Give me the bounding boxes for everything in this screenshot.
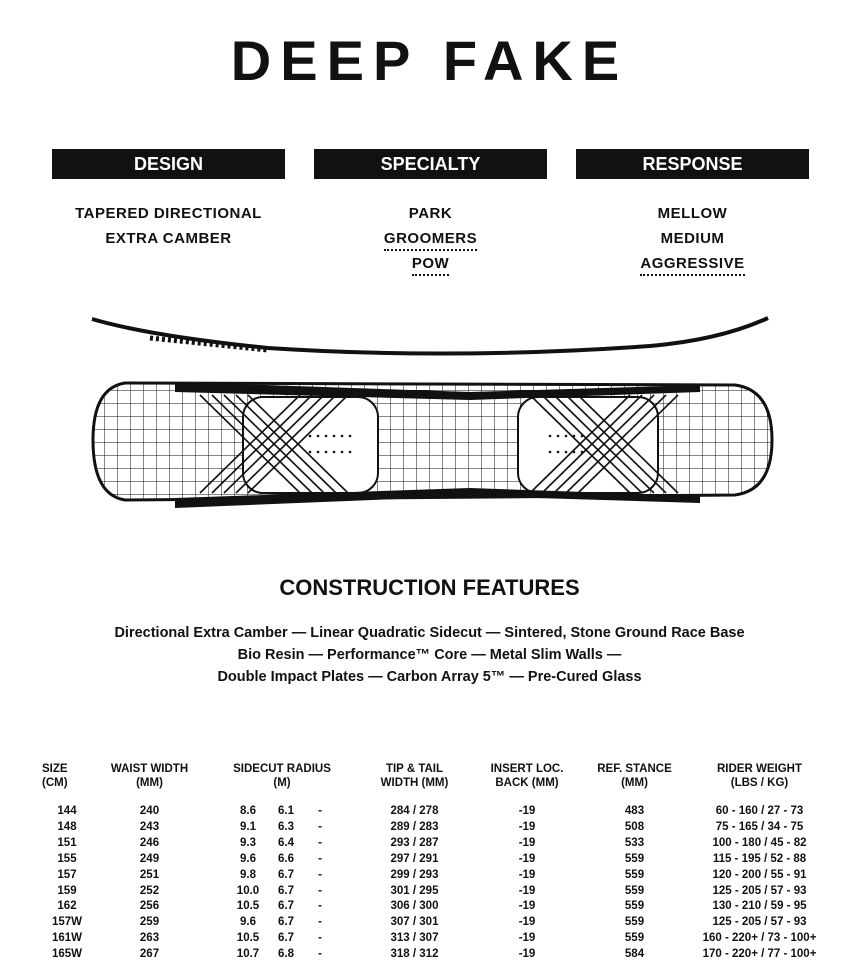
- specialty-item: [314, 254, 547, 279]
- sidecut-value: -: [318, 884, 322, 897]
- weight-cell: 100 - 180 / 45 - 82: [712, 836, 807, 849]
- specialty-item-label: POW: [412, 255, 449, 276]
- sidecut-value: 8.6: [240, 805, 256, 817]
- waist-cell: 263: [139, 932, 160, 945]
- stance-cell: 559: [624, 916, 645, 929]
- sidecut-value: 9.6: [240, 852, 256, 865]
- table-row: [42, 947, 832, 963]
- size-cell: 144: [57, 805, 77, 817]
- size-cell: 151: [57, 836, 77, 849]
- table-row: [42, 899, 832, 915]
- sidecut-value: 9.8: [240, 868, 256, 881]
- specialty-heading: SPECIALTY: [314, 149, 547, 179]
- specs-header-row: [42, 762, 832, 804]
- construction-line: Bio Resin — Performance™ Core — Metal Slim Walls —: [237, 647, 622, 663]
- size-cell: 157W: [51, 916, 83, 929]
- col-tip-tail: TIP & TAIL WIDTH (MM): [380, 763, 449, 789]
- response-item-label: AGGRESSIVE: [640, 255, 744, 276]
- sidecut-value: -: [318, 900, 322, 913]
- sidecut-cell: [207, 868, 357, 884]
- insert-cell: -19: [518, 884, 536, 897]
- table-row: [42, 852, 832, 868]
- sidecut-cell: [207, 884, 357, 900]
- size-cell: 165W: [51, 948, 83, 961]
- waist-cell: 246: [139, 836, 160, 849]
- sidecut-value: -: [318, 932, 322, 945]
- design-item-label: EXTRA CAMBER: [105, 230, 232, 247]
- stance-cell: 559: [624, 900, 645, 913]
- construction-line: Double Impact Plates — Carbon Array 5™ — Pre-Cured Glass: [217, 669, 642, 685]
- sidecut-value: 10.5: [236, 900, 260, 913]
- sidecut-value: -: [318, 948, 322, 961]
- sidecut-value: 6.8: [278, 948, 294, 961]
- sidecut-value: -: [318, 852, 322, 865]
- stance-cell: 483: [624, 805, 645, 817]
- specialty-item-label: GROOMERS: [384, 230, 477, 251]
- response-item-label: MEDIUM: [660, 230, 725, 247]
- tip-tail-cell: 284 / 278: [390, 805, 439, 817]
- tip-tail-cell: 297 / 291: [390, 852, 439, 865]
- response-item: [576, 229, 809, 254]
- sidecut-cell: [207, 804, 357, 820]
- sidecut-value: 6.7: [278, 900, 294, 913]
- weight-cell: 125 - 205 / 57 - 93: [712, 884, 807, 897]
- tip-tail-cell: 318 / 312: [390, 948, 439, 961]
- sidecut-value: 6.3: [278, 820, 294, 833]
- size-cell: 148: [57, 820, 77, 833]
- size-cell: 162: [57, 900, 77, 913]
- sidecut-value: -: [318, 868, 322, 881]
- stance-cell: 559: [624, 868, 645, 881]
- specs-table: [42, 762, 832, 963]
- tip-tail-cell: 289 / 283: [390, 820, 439, 833]
- sidecut-value: 6.6: [278, 852, 294, 865]
- response-item: [576, 204, 809, 229]
- sidecut-cell: [207, 947, 357, 963]
- table-row: [42, 884, 832, 900]
- sidecut-cell: [207, 915, 357, 931]
- tip-tail-cell: 313 / 307: [390, 932, 439, 945]
- sidecut-value: 10.7: [236, 948, 260, 961]
- insert-cell: -19: [518, 805, 536, 817]
- weight-cell: 130 - 210 / 59 - 95: [712, 900, 807, 913]
- size-cell: 159: [57, 884, 77, 897]
- board-illustration: [0, 300, 859, 540]
- design-heading: DESIGN: [52, 149, 285, 179]
- specialty-list: [314, 204, 547, 279]
- sidecut-value: 6.7: [278, 884, 294, 897]
- table-row: [42, 804, 832, 820]
- sidecut-value: -: [318, 805, 322, 817]
- specialty-item: [314, 229, 547, 254]
- board-top-view: [90, 380, 780, 508]
- waist-cell: 259: [139, 916, 160, 929]
- design-item-label: TAPERED DIRECTIONAL: [75, 205, 262, 222]
- size-cell: 155: [57, 852, 77, 865]
- insert-cell: -19: [518, 868, 536, 881]
- board-title: DEEP FAKE: [230, 29, 629, 92]
- stance-cell: 559: [624, 884, 645, 897]
- sidecut-value: 10.0: [236, 884, 260, 897]
- table-row: [42, 868, 832, 884]
- design-item: [52, 204, 285, 229]
- weight-cell: 115 - 195 / 52 - 88: [712, 852, 807, 865]
- sidecut-value: 9.6: [240, 916, 256, 929]
- sidecut-value: 6.7: [278, 916, 294, 929]
- weight-cell: 120 - 200 / 55 - 91: [712, 868, 807, 881]
- sidecut-value: 6.7: [278, 932, 294, 945]
- table-row: [42, 820, 832, 836]
- insert-cell: -19: [518, 916, 536, 929]
- col-sidecut: SIDECUT RADIUS (M): [233, 763, 331, 789]
- col-insert: INSERT LOC. BACK (MM): [490, 763, 564, 789]
- weight-cell: 125 - 205 / 57 - 93: [712, 916, 807, 929]
- sidecut-value: 9.3: [240, 836, 256, 849]
- construction-line: Directional Extra Camber — Linear Quadratic Sidecut — Sintered, Stone Ground Race Base: [114, 625, 745, 641]
- table-row: [42, 931, 832, 947]
- sidecut-cell: [207, 820, 357, 836]
- tip-tail-cell: 301 / 295: [390, 884, 439, 897]
- insert-cell: -19: [518, 836, 536, 849]
- insert-cell: -19: [518, 820, 536, 833]
- design-list: [52, 204, 285, 254]
- response-item-label: MELLOW: [657, 205, 728, 222]
- weight-cell: 170 - 220+ / 77 - 100+: [702, 948, 817, 961]
- waist-cell: 240: [139, 805, 160, 817]
- stance-cell: 559: [624, 852, 645, 865]
- insert-cell: -19: [518, 932, 536, 945]
- design-item: [52, 229, 285, 254]
- sidecut-cell: [207, 852, 357, 868]
- sidecut-cell: [207, 899, 357, 915]
- sidecut-cell: [207, 836, 357, 852]
- sidecut-value: 6.4: [278, 836, 294, 849]
- col-stance: REF. STANCE (MM): [597, 763, 672, 789]
- sidecut-value: -: [318, 836, 322, 849]
- size-cell: 161W: [51, 932, 83, 945]
- insert-cell: -19: [518, 900, 536, 913]
- sidecut-value: -: [318, 916, 322, 929]
- tip-tail-cell: 293 / 287: [390, 836, 439, 849]
- tip-tail-cell: 307 / 301: [390, 916, 439, 929]
- waist-cell: 243: [139, 820, 160, 833]
- sidecut-value: 10.5: [236, 932, 260, 945]
- weight-cell: 160 - 220+ / 73 - 100+: [702, 932, 817, 945]
- stance-cell: 584: [624, 948, 645, 961]
- col-rider-weight: RIDER WEIGHT (LBS / KG): [717, 763, 802, 789]
- waist-cell: 251: [139, 868, 160, 881]
- construction-features: [0, 622, 859, 688]
- specialty-item: [314, 204, 547, 229]
- insert-cell: -19: [518, 852, 536, 865]
- sidecut-value: 6.7: [278, 868, 294, 881]
- board-profile: [92, 318, 768, 354]
- stance-cell: 533: [624, 836, 645, 849]
- size-cell: 157: [57, 868, 77, 881]
- sidecut-value: 6.1: [278, 805, 294, 817]
- specialty-item-label: PARK: [408, 205, 453, 222]
- waist-cell: 252: [139, 884, 160, 897]
- col-waist: WAIST WIDTH (MM): [110, 763, 189, 789]
- waist-cell: 256: [139, 900, 160, 913]
- weight-cell: 75 - 165 / 34 - 75: [715, 820, 804, 833]
- response-list: [576, 204, 809, 279]
- stance-cell: 559: [624, 932, 645, 945]
- col-size: SIZE (CM): [42, 763, 68, 789]
- insert-cell: -19: [518, 948, 536, 961]
- response-heading: RESPONSE: [576, 149, 809, 179]
- weight-cell: 60 - 160 / 27 - 73: [715, 805, 804, 817]
- response-item: [576, 254, 809, 279]
- construction-title: CONSTRUCTION FEATURES: [279, 575, 580, 600]
- waist-cell: 267: [139, 948, 160, 961]
- sidecut-cell: [207, 931, 357, 947]
- table-row: [42, 836, 832, 852]
- waist-cell: 249: [139, 852, 160, 865]
- sidecut-value: -: [318, 820, 322, 833]
- sidecut-value: 9.1: [240, 820, 256, 833]
- tip-tail-cell: 299 / 293: [390, 868, 439, 881]
- tip-tail-cell: 306 / 300: [390, 900, 439, 913]
- stance-cell: 508: [624, 820, 645, 833]
- table-row: [42, 915, 832, 931]
